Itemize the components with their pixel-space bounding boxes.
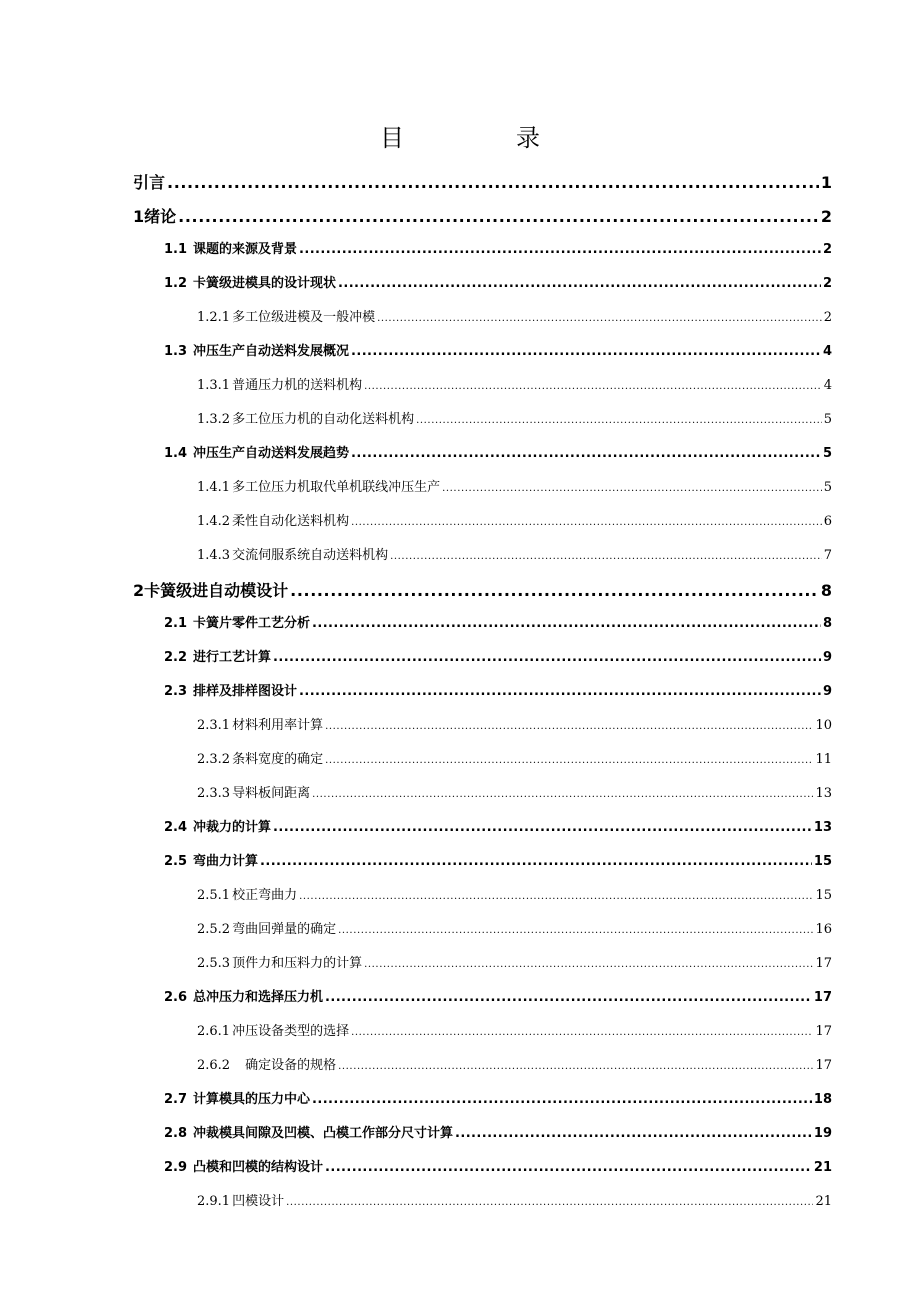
toc-entry-page: 19 xyxy=(813,1126,832,1141)
toc-entry[interactable] xyxy=(133,204,832,228)
toc-entry-label: 冲裁力的计算 xyxy=(193,820,272,835)
toc-entry-label: 凸模和凹模的结构设计 xyxy=(193,1160,324,1175)
toc-leader-dots xyxy=(325,721,813,732)
toc-entry[interactable] xyxy=(197,408,832,432)
toc-leader-dots xyxy=(312,616,821,631)
toc-entry-label: 引言 xyxy=(133,173,166,192)
toc-entry-label: 卡簧级进自动模设计 xyxy=(144,581,289,600)
toc-entry-number: 1 xyxy=(133,207,145,226)
toc-entry[interactable] xyxy=(164,986,832,1010)
toc-entry-label: 确定设备的规格 xyxy=(232,1058,337,1073)
toc-leader-dots xyxy=(390,551,822,562)
toc-entry-label: 排样及排样图设计 xyxy=(193,684,298,699)
toc-entry-label: 导料板间距离 xyxy=(232,786,311,801)
toc-entry[interactable] xyxy=(164,442,832,466)
toc-entry-label: 冲压生产自动送料发展概况 xyxy=(193,344,350,359)
toc-entry-page: 5 xyxy=(823,480,832,495)
toc-entry-page: 7 xyxy=(823,548,832,563)
toc-entry[interactable] xyxy=(164,238,832,262)
toc-entry-page: 4 xyxy=(823,378,832,393)
toc-entry-page: 18 xyxy=(813,1092,832,1107)
toc-entry-label: 进行工艺计算 xyxy=(193,650,272,665)
toc-entry-number: 1.2 xyxy=(164,276,188,291)
toc-leader-dots xyxy=(260,854,812,869)
toc-entry-number: 1.3.1 xyxy=(197,378,231,393)
toc-entry[interactable] xyxy=(197,1020,832,1044)
toc-entry[interactable] xyxy=(164,1122,832,1146)
toc-entry[interactable] xyxy=(197,476,832,500)
toc-entry-label: 卡簧级进模具的设计现状 xyxy=(193,276,337,291)
toc-entry-page: 10 xyxy=(815,718,832,733)
toc-entry-number: 2.6.2 xyxy=(197,1058,231,1073)
toc-entry[interactable] xyxy=(197,510,832,534)
toc-entry-page: 17 xyxy=(815,956,832,971)
toc-entry[interactable] xyxy=(164,646,832,670)
toc-entry[interactable] xyxy=(164,680,832,704)
toc-entry-label: 普通压力机的送料机构 xyxy=(232,378,363,393)
toc-entry-label: 弯曲力计算 xyxy=(193,854,259,869)
toc-leader-dots xyxy=(273,820,812,835)
toc-leader-dots xyxy=(351,446,821,461)
toc-entry-number: 2.3.1 xyxy=(197,718,231,733)
toc-entry[interactable] xyxy=(164,340,832,364)
toc-entry-label: 条料宽度的确定 xyxy=(232,752,324,767)
toc-leader-dots xyxy=(377,313,822,324)
toc-entry-page: 16 xyxy=(815,922,832,937)
toc-entry-number: 1.4.1 xyxy=(197,480,231,495)
toc-entry-number: 1.4 xyxy=(164,446,188,461)
toc-entry-label: 弯曲回弹量的确定 xyxy=(232,922,337,937)
toc-entry[interactable] xyxy=(133,578,832,602)
toc-entry-page: 17 xyxy=(815,1058,832,1073)
toc-leader-dots xyxy=(351,344,821,359)
toc-entry-number: 2.9 xyxy=(164,1160,188,1175)
toc-entry-page: 9 xyxy=(822,684,832,699)
toc-entry-page: 2 xyxy=(823,310,832,325)
toc-entry-number: 1.1 xyxy=(164,242,188,257)
toc-entry-label: 卡簧片零件工艺分析 xyxy=(193,616,311,631)
toc-leader-dots xyxy=(442,483,822,494)
toc-leader-dots xyxy=(299,684,821,699)
toc-entry[interactable] xyxy=(197,714,832,738)
toc-entry-number: 2.5 xyxy=(164,854,188,869)
toc-entry-number: 2.3 xyxy=(164,684,188,699)
toc-entry-label: 柔性自动化送料机构 xyxy=(232,514,350,529)
toc-entry-label: 绪论 xyxy=(144,207,177,226)
toc-leader-dots xyxy=(312,789,813,800)
toc-entry-label: 课题的来源及背景 xyxy=(193,242,298,257)
toc-entry-number: 1.4.3 xyxy=(197,548,231,563)
toc-entry-number: 2.6 xyxy=(164,990,188,1005)
toc-entry-page: 9 xyxy=(822,650,832,665)
toc-leader-dots xyxy=(338,276,821,291)
toc-leader-dots xyxy=(364,959,813,970)
toc-entry-label: 总冲压力和选择压力机 xyxy=(193,990,324,1005)
toc-entry[interactable] xyxy=(197,1190,832,1214)
toc-entry-number: 1.3 xyxy=(164,344,188,359)
toc-leader-dots xyxy=(351,1027,813,1038)
toc-entry-label: 冲裁模具间隙及凹模、凸模工作部分尺寸计算 xyxy=(193,1126,454,1141)
toc-entry-label: 顶件力和压料力的计算 xyxy=(232,956,363,971)
toc-entry-number: 2.5.1 xyxy=(197,888,231,903)
toc-leader-dots xyxy=(416,415,822,426)
toc-entry-label: 校正弯曲力 xyxy=(232,888,298,903)
toc-entry-number: 1.2.1 xyxy=(197,310,231,325)
toc-leader-dots xyxy=(178,207,819,226)
toc-entry-label: 材料利用率计算 xyxy=(232,718,324,733)
toc-entry[interactable] xyxy=(197,952,832,976)
toc-entry[interactable] xyxy=(197,748,832,772)
toc-entry-number: 2.4 xyxy=(164,820,188,835)
toc-entry-page: 2 xyxy=(822,276,832,291)
toc-entry-number: 1.3.2 xyxy=(197,412,231,427)
toc-entry[interactable] xyxy=(197,544,832,568)
toc-entry-number: 1.4.2 xyxy=(197,514,231,529)
toc-entry-number: 2.1 xyxy=(164,616,188,631)
toc-entry-label: 计算模具的压力中心 xyxy=(193,1092,311,1107)
toc-entry[interactable] xyxy=(197,306,832,330)
toc-entry-number: 2.2 xyxy=(164,650,188,665)
toc-leader-dots xyxy=(364,381,822,392)
toc-entry[interactable] xyxy=(197,1054,832,1078)
toc-leader-dots xyxy=(299,242,821,257)
toc-entry-page: 1 xyxy=(820,173,832,192)
toc-leader-dots xyxy=(338,925,813,936)
toc-entry-page: 21 xyxy=(813,1160,832,1175)
toc-leader-dots xyxy=(338,1061,813,1072)
toc-entry-label: 多工位压力机取代单机联线冲压生产 xyxy=(232,480,441,495)
toc-entry-number: 2.3.3 xyxy=(197,786,231,801)
toc-entry[interactable] xyxy=(164,272,832,296)
toc-entry-number: 2.5.3 xyxy=(197,956,231,971)
toc-entry[interactable] xyxy=(197,374,832,398)
toc-entry-page: 6 xyxy=(823,514,832,529)
toc-entry-page: 13 xyxy=(813,820,832,835)
toc-leader-dots xyxy=(167,173,819,192)
toc-entry[interactable] xyxy=(197,884,832,908)
toc-entry-label: 交流伺服系统自动送料机构 xyxy=(232,548,389,563)
toc-entry-number: 2.7 xyxy=(164,1092,188,1107)
toc-entry-label: 冲压生产自动送料发展趋势 xyxy=(193,446,350,461)
toc-entry-page: 4 xyxy=(822,344,832,359)
toc-entry-label: 冲压设备类型的选择 xyxy=(232,1024,350,1039)
toc-entry-number: 2.3.2 xyxy=(197,752,231,767)
toc-entry-number: 2.6.1 xyxy=(197,1024,231,1039)
toc-entry-page: 11 xyxy=(815,752,832,767)
toc-entry[interactable] xyxy=(164,850,832,874)
toc-entry[interactable] xyxy=(164,816,832,840)
toc-title: 目 录 xyxy=(380,124,584,152)
toc-entry-label: 凹模设计 xyxy=(232,1194,285,1209)
toc-leader-dots xyxy=(325,1160,812,1175)
toc-entry-page: 21 xyxy=(815,1194,832,1209)
toc-entry-page: 5 xyxy=(822,446,832,461)
toc-entry-number: 2.5.2 xyxy=(197,922,231,937)
toc-entry-label: 多工位压力机的自动化送料机构 xyxy=(232,412,415,427)
toc-leader-dots xyxy=(299,891,813,902)
toc-leader-dots xyxy=(286,1197,813,1208)
toc-entry-page: 2 xyxy=(820,207,832,226)
toc-leader-dots xyxy=(455,1126,812,1141)
toc-leader-dots xyxy=(312,1092,812,1107)
toc-entry[interactable] xyxy=(133,170,832,194)
toc-entry[interactable] xyxy=(197,782,832,806)
toc-entry-page: 17 xyxy=(813,990,832,1005)
toc-entry-number: 2.9.1 xyxy=(197,1194,231,1209)
toc-entry-page: 15 xyxy=(813,854,832,869)
toc-entry-page: 5 xyxy=(823,412,832,427)
toc-entry-page: 8 xyxy=(820,581,832,600)
toc-leader-dots xyxy=(351,517,822,528)
toc-entry[interactable] xyxy=(164,1088,832,1112)
toc-entry-page: 17 xyxy=(815,1024,832,1039)
toc-leader-dots xyxy=(325,990,812,1005)
toc-leader-dots xyxy=(325,755,813,766)
toc-entry-number: 2 xyxy=(133,581,145,600)
toc-entry-page: 2 xyxy=(822,242,832,257)
toc-entry-number: 2.8 xyxy=(164,1126,188,1141)
toc-entry-page: 8 xyxy=(822,616,832,631)
toc-entry[interactable] xyxy=(197,918,832,942)
toc-entry-page: 13 xyxy=(815,786,832,801)
toc-leader-dots xyxy=(273,650,821,665)
toc-leader-dots xyxy=(290,581,819,600)
toc-entry[interactable] xyxy=(164,1156,832,1180)
toc-entry-label: 多工位级进模及一般冲模 xyxy=(232,310,376,325)
toc-entry[interactable] xyxy=(164,612,832,636)
toc-entry-page: 15 xyxy=(815,888,832,903)
